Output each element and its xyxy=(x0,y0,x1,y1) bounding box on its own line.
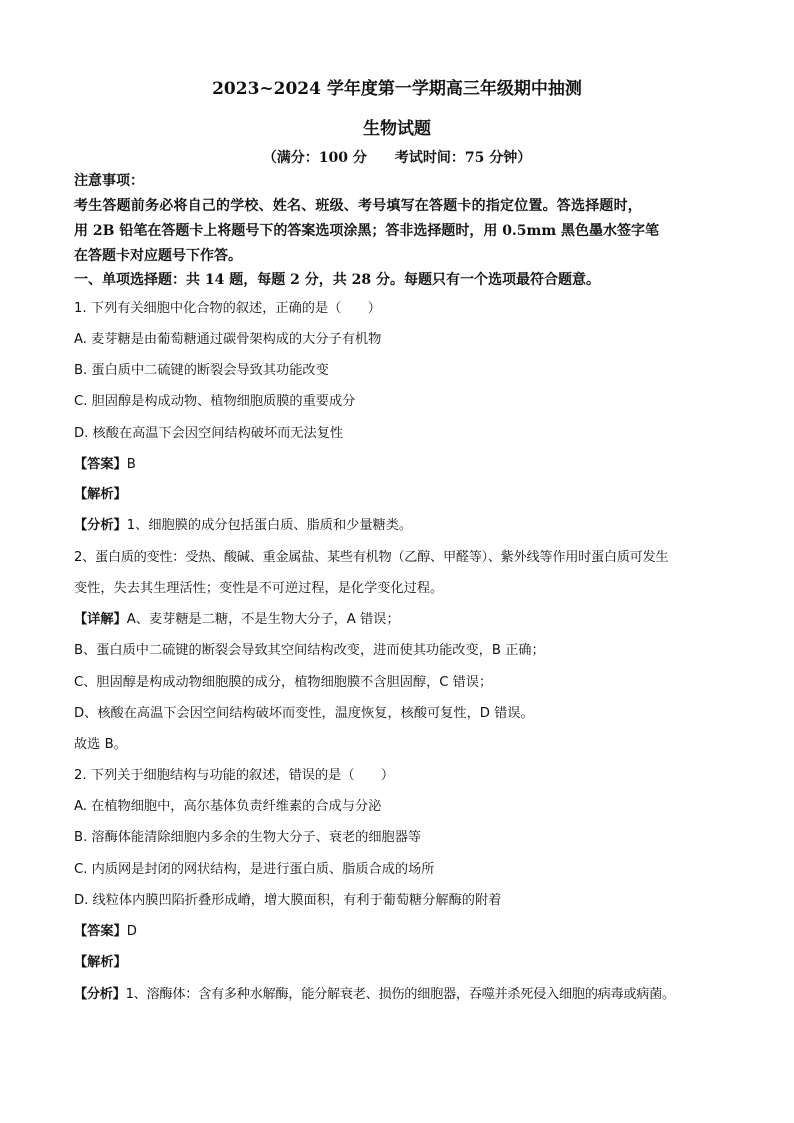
q1-detail-a xyxy=(74,612,400,628)
notice-line-3: 在答题卡对应题号下作答。 xyxy=(74,248,242,264)
q1-answer: B xyxy=(126,457,136,472)
notice-line-2: 用 2B 铅笔在答题卡上将题号下的答案选项涂黑；答非选择题时，用 0.5mm 黑色墨水签字笔 xyxy=(74,223,660,239)
q1-option-c: C. 胆固醇是构成动物、植物细胞质膜的重要成分 xyxy=(74,394,356,409)
q1-stem: 1. 下列有关细胞中化合物的叙述，正确的是（ ） xyxy=(74,301,381,316)
q2-answer: D xyxy=(126,924,137,939)
exam-title: 2023~2024 学年度第一学期高三年级期中抽测 xyxy=(212,79,582,99)
q1-fenxi-2b: 变性，失去其生理活性；变性是不可逆过程，是化学变化过程。 xyxy=(74,581,444,596)
exam-meta: （满分：100 分 考试时间：75 分钟） xyxy=(262,150,532,166)
q2-option-c: C. 内质网是封闭的网状结构，是进行蛋白质、脂质合成的场所 xyxy=(74,862,435,877)
q1-option-d: D. 核酸在高温下会因空间结构破坏而无法复性 xyxy=(74,426,344,441)
q1-fenxi-2a: 2、蛋白质的变性：受热、酸碱、重金属盐、某些有机物（乙醇、甲醛等）、紫外线等作用时蛋白质可发生 xyxy=(74,550,669,565)
fenxi-tag: 【分析】 xyxy=(74,987,126,1002)
q1-analysis-tag: 【解析】 xyxy=(74,487,127,502)
q2-stem: 2. 下列关于细胞结构与功能的叙述，错误的是（ ） xyxy=(74,768,395,783)
detail-tag: 【详解】 xyxy=(74,612,127,627)
q2-answer-line xyxy=(74,924,137,940)
q1-detail-b: B、蛋白质中二硫键的断裂会导致其空间结构改变，进而使其功能改变，B 正确； xyxy=(74,643,545,658)
section-heading: 一、单项选择题：共 14 题，每题 2 分，共 28 分。每题只有一个选项最符合题意。 xyxy=(74,272,600,288)
q1-detail-c: C、胆固醇是构成动物细胞膜的成分，植物细胞膜不含胆固醇，C 错误； xyxy=(74,675,493,690)
notice-line-1: 考生答题前务必将自己的学校、姓名、班级、考号填写在答题卡的指定位置。答选择题时， xyxy=(74,198,642,214)
q1-conclusion: 故选 B。 xyxy=(74,737,127,752)
q1-detail-d: D、核酸在高温下会因空间结构破坏而变性，温度恢复，核酸可复性，D 错误。 xyxy=(74,706,534,721)
q1-fenxi-1-text: 1、细胞膜的成分包括蛋白质、脂质和少量糖类。 xyxy=(126,518,413,533)
fenxi-tag: 【分析】 xyxy=(74,518,127,533)
notice-heading: 注意事项： xyxy=(74,173,144,189)
q2-option-b: B. 溶酶体能清除细胞内多余的生物大分子、衰老的细胞器等 xyxy=(74,830,422,845)
q1-detail-a-text: A、麦芽糖是二糖，不是生物大分子，A 错误； xyxy=(126,612,400,627)
answer-tag: 【答案】 xyxy=(74,457,127,472)
q2-option-a: A. 在植物细胞中，高尔基体负责纤维素的合成与分泌 xyxy=(74,799,382,814)
q1-option-a: A. 麦芽糖是由葡萄糖通过碳骨架构成的大分子有机物 xyxy=(74,332,382,347)
answer-tag: 【答案】 xyxy=(74,924,127,939)
q2-fenxi-1 xyxy=(74,987,675,1003)
q1-fenxi-1 xyxy=(74,518,412,534)
q2-fenxi-1-text: 1、溶酶体：含有多种水解酶，能分解衰老、损伤的细胞器，吞噬并杀死侵入细胞的病毒或病菌。 xyxy=(125,987,675,1002)
q2-option-d: D. 线粒体内膜凹陷折叠形成嵴，增大膜面积，有利于葡萄糖分解酶的附着 xyxy=(74,893,502,908)
q2-analysis-tag: 【解析】 xyxy=(74,955,127,970)
subject-title: 生物试题 xyxy=(363,119,431,139)
q1-answer-line xyxy=(74,457,136,473)
q1-option-b: B. 蛋白质中二硫键的断裂会导致其功能改变 xyxy=(74,363,329,378)
